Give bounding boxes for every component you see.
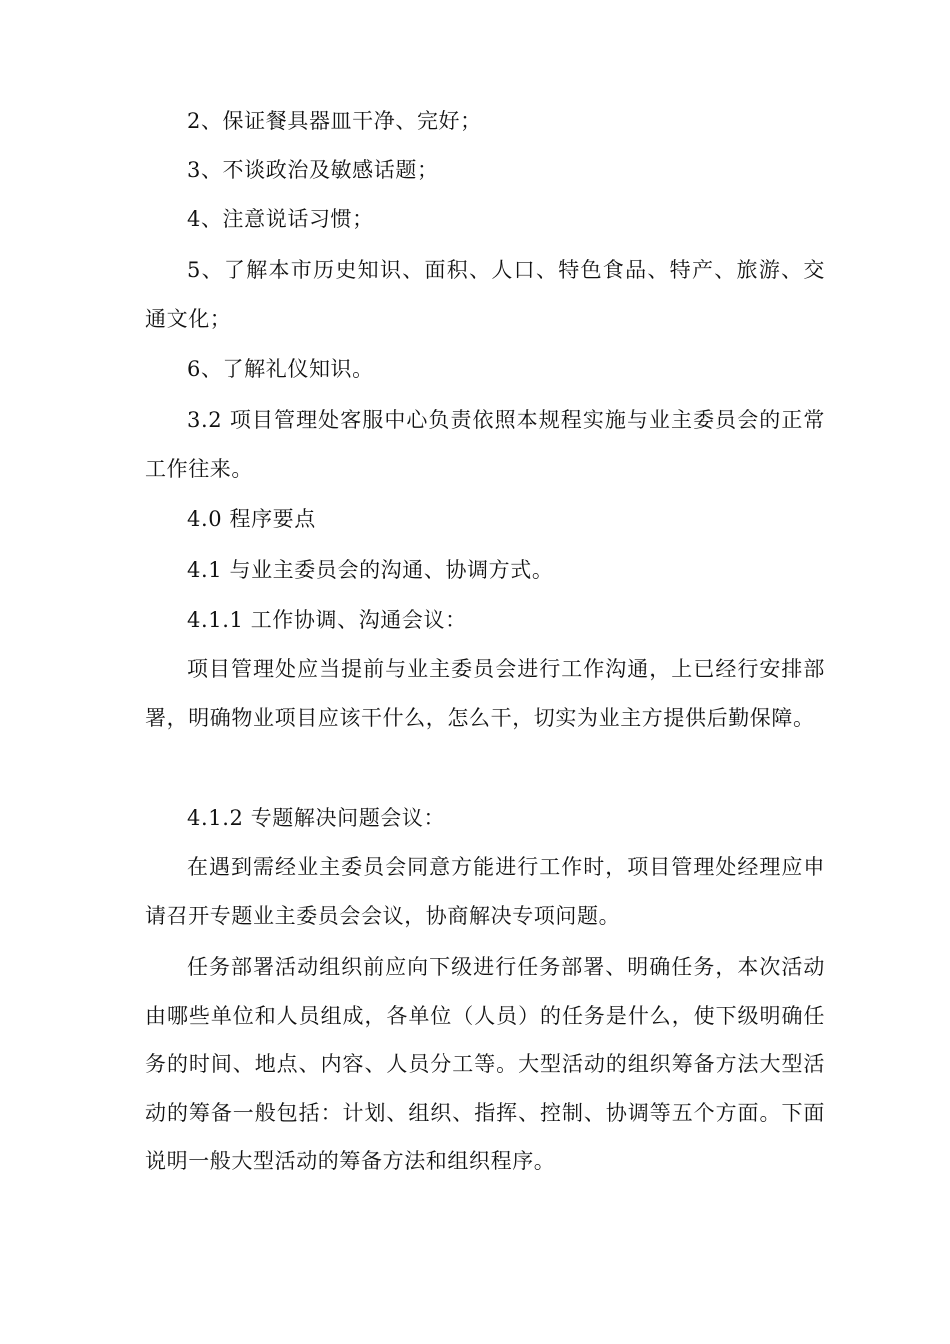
paragraph-item-6: 6、了解礼仪知识。 bbox=[187, 357, 374, 381]
paragraph-item-2: 2、保证餐具器皿干净、完好； bbox=[187, 109, 482, 133]
paragraph-special-meeting: 在遇到需经业主委员会同意方能进行工作时，项目管理处经理应申请召开专题业主委员会会议，协商解决专项问题。 bbox=[145, 855, 825, 928]
paragraph-coordination: 项目管理处应当提前与业主委员会进行工作沟通，上已经行安排部署，明确物业项目应该干什么，怎么干，切实为业主方提供后勤保障。 bbox=[145, 657, 825, 730]
section-heading-4-1-2: 4.1.2 专题解决问题会议： bbox=[187, 806, 446, 830]
section-heading-4-1: 4.1 与业主委员会的沟通、协调方式。 bbox=[187, 558, 554, 582]
paragraph-task-deployment: 任务部署活动组织前应向下级进行任务部署、明确任务，本次活动由哪些单位和人员组成，各单位（人员）的任务是什么，使下级明确任务的时间、地点、内容、人员分工等。大型活动的组织筹备方法大型活动的筹备一般包括：计划、组织、指挥、控制、协调等五个方面。下面说明一般大型活动的筹备方法和组织程序。 bbox=[145, 955, 825, 1173]
section-heading-4-0: 4.0 程序要点 bbox=[187, 507, 316, 531]
paragraph-item-4: 4、注意说话习惯； bbox=[187, 207, 374, 231]
paragraph-section-3-2: 3.2 项目管理处客服中心负责依照本规程实施与业主委员会的正常工作往来。 bbox=[145, 408, 825, 481]
section-heading-4-1-1: 4.1.1 工作协调、沟通会议： bbox=[187, 608, 467, 632]
paragraph-item-3: 3、不谈政治及敏感话题； bbox=[187, 158, 439, 182]
paragraph-item-5: 5、了解本市历史知识、面积、人口、特色食品、特产、旅游、交通文化； bbox=[145, 258, 825, 331]
